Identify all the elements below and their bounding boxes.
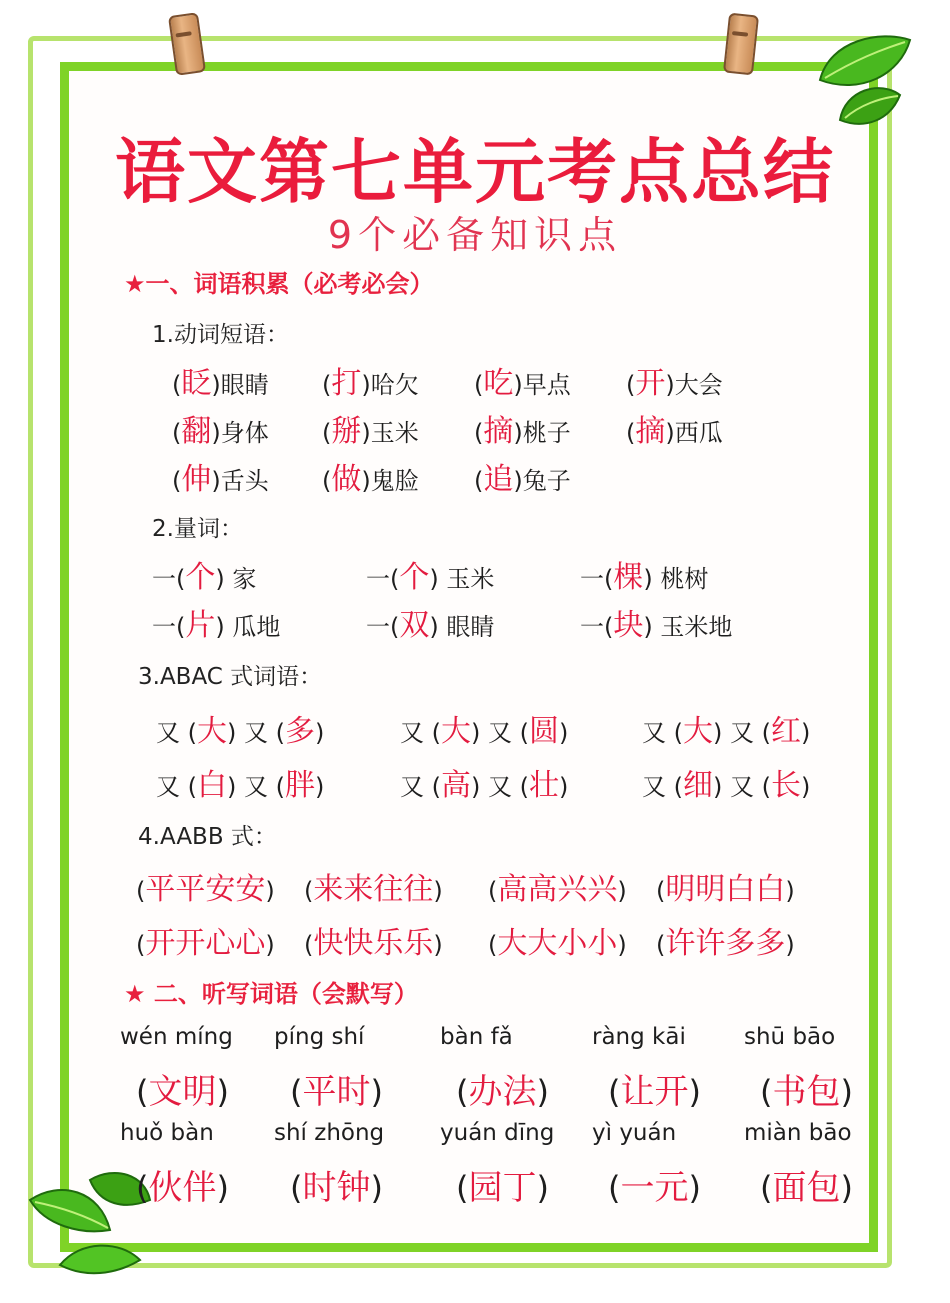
page-subtitle: 9个必备知识点 <box>327 213 623 257</box>
paren: ( <box>136 1169 149 1207</box>
paren: ) <box>211 371 221 399</box>
paren: ( <box>760 1073 773 1111</box>
paren: ( <box>608 1073 621 1111</box>
abac-item <box>156 706 324 750</box>
word-text: 瓜地 <box>232 613 281 641</box>
answer-text: 打 <box>331 366 362 401</box>
answer-text: 多 <box>284 714 315 749</box>
paren: ) <box>370 1073 383 1111</box>
paren: ) <box>370 1169 383 1207</box>
aabb-item <box>656 918 795 962</box>
dictation-answer <box>290 1064 383 1113</box>
answer-text: 壮 <box>528 768 559 803</box>
paren: ) <box>215 613 233 641</box>
paren: ( <box>608 1169 621 1207</box>
dictation-answer <box>290 1160 383 1209</box>
answer-text: 高 <box>441 768 471 803</box>
paren: ) <box>558 719 569 747</box>
paren: ) <box>361 467 371 495</box>
answer-text: 块 <box>613 608 644 643</box>
pinyin-text: ràng kāi <box>592 1024 686 1050</box>
measure-word-item <box>580 600 732 644</box>
word-text: 桃子 <box>522 419 571 447</box>
pinyin-text: miàn bāo <box>744 1120 852 1146</box>
answer-text: 伸 <box>181 462 212 497</box>
paren: ( <box>488 931 498 959</box>
word-text: 身体 <box>220 419 269 447</box>
connector-text: 又 ( <box>400 773 441 801</box>
answer-text: 个 <box>185 560 216 595</box>
measure-word-item <box>152 600 280 644</box>
answer-text: 平时 <box>302 1072 371 1112</box>
connector-text: ) 又 ( <box>227 773 285 801</box>
connector-text: ) 又 ( <box>227 719 285 747</box>
word-text: 舌头 <box>220 467 269 495</box>
pinyin-text: yuán dīng <box>440 1120 555 1146</box>
connector-text: 又 ( <box>642 773 683 801</box>
paren: ) <box>211 419 221 447</box>
word-text: 桃树 <box>660 565 709 593</box>
pinyin-text: huǒ bàn <box>120 1120 214 1146</box>
part3-label: 3.ABAC 式词语： <box>138 664 323 690</box>
prefix-text: 一( <box>152 613 186 641</box>
answer-text: 圆 <box>528 714 559 749</box>
word-text: 眼睛 <box>220 371 269 399</box>
answer-text: 大 <box>197 714 227 749</box>
answer-text: 追 <box>483 462 514 497</box>
answer-text: 园丁 <box>468 1168 537 1208</box>
aabb-item <box>488 864 627 908</box>
word-text: 兔子 <box>522 467 571 495</box>
answer-text: 来来往往 <box>313 872 434 907</box>
word-text: 家 <box>232 565 257 593</box>
paren: ( <box>304 877 314 905</box>
paren: ) <box>665 419 675 447</box>
paren: ) <box>314 773 325 801</box>
paren: ( <box>456 1073 469 1111</box>
verb-phrase-item <box>172 406 269 450</box>
word-text: 玉米地 <box>660 613 733 641</box>
paren: ( <box>322 419 332 447</box>
part2-label: 2.量词： <box>152 516 243 542</box>
verb-phrase-item <box>322 358 419 402</box>
prefix-text: 一( <box>366 565 400 593</box>
paren: ) <box>314 719 325 747</box>
answer-text: 伙伴 <box>148 1168 217 1208</box>
paren: ( <box>322 371 332 399</box>
paren: ) <box>840 1169 853 1207</box>
verb-phrase-item <box>626 406 723 450</box>
answer-text: 吃 <box>483 366 514 401</box>
answer-text: 开开心心 <box>145 926 266 961</box>
answer-text: 大 <box>683 714 713 749</box>
answer-text: 明明白白 <box>665 872 786 907</box>
section1-heading: ★一、词语积累（必考必会） <box>124 270 434 298</box>
right-clip-icon <box>723 13 759 76</box>
answer-text: 眨 <box>181 366 212 401</box>
pinyin-text: yì yuán <box>592 1120 677 1146</box>
paren: ) <box>216 1169 229 1207</box>
paren: ) <box>361 371 371 399</box>
answer-text: 开 <box>635 366 666 401</box>
abac-item <box>156 760 324 804</box>
paren: ) <box>558 773 569 801</box>
word-text: 哈欠 <box>370 371 419 399</box>
answer-text: 双 <box>399 608 430 643</box>
pinyin-text: wén míng <box>120 1024 233 1050</box>
answer-text: 长 <box>770 768 801 803</box>
aabb-item <box>304 918 443 962</box>
paren: ) <box>513 371 523 399</box>
paren: ( <box>474 467 484 495</box>
answer-text: 办法 <box>468 1072 537 1112</box>
aabb-item <box>136 864 275 908</box>
section2-heading: ★ 二、听写词语（会默写） <box>124 980 418 1008</box>
abac-item <box>642 760 810 804</box>
paren: ) <box>536 1169 549 1207</box>
paren: ( <box>626 371 636 399</box>
word-text: 西瓜 <box>674 419 723 447</box>
paren: ( <box>656 931 666 959</box>
answer-text: 面包 <box>772 1168 841 1208</box>
pinyin-text: píng shí <box>274 1024 365 1050</box>
answer-text: 时钟 <box>302 1168 371 1208</box>
paren: ( <box>136 1073 149 1111</box>
word-text: 玉米 <box>370 419 419 447</box>
paren: ( <box>488 877 498 905</box>
connector-text: ) 又 ( <box>471 773 529 801</box>
paren: ) <box>265 877 275 905</box>
paren: ( <box>304 931 314 959</box>
answer-text: 棵 <box>613 560 644 595</box>
answer-text: 书包 <box>772 1072 841 1112</box>
verb-phrase-item <box>626 358 723 402</box>
answer-text: 一元 <box>620 1168 689 1208</box>
answer-text: 高高兴兴 <box>497 872 618 907</box>
word-text: 玉米 <box>446 565 495 593</box>
connector-text: 又 ( <box>156 719 197 747</box>
abac-item <box>400 760 568 804</box>
connector-text: ) 又 ( <box>471 719 529 747</box>
paren: ( <box>656 877 666 905</box>
aabb-item <box>656 864 795 908</box>
paren: ( <box>136 877 146 905</box>
dictation-answer <box>456 1064 549 1113</box>
verb-phrase-item <box>322 406 419 450</box>
paren: ( <box>474 371 484 399</box>
paren: ) <box>688 1169 701 1207</box>
paren: ( <box>626 419 636 447</box>
answer-text: 胖 <box>284 768 315 803</box>
paren: ) <box>785 877 795 905</box>
abac-item <box>642 706 810 750</box>
paren: ) <box>513 419 523 447</box>
dictation-answer <box>136 1064 229 1113</box>
paren: ) <box>643 565 661 593</box>
paren: ( <box>474 419 484 447</box>
paren: ) <box>361 419 371 447</box>
verb-phrase-item <box>474 454 571 498</box>
prefix-text: 一( <box>152 565 186 593</box>
paren: ) <box>211 467 221 495</box>
paren: ( <box>290 1073 303 1111</box>
answer-text: 细 <box>683 768 713 803</box>
paren: ) <box>800 719 811 747</box>
paren: ( <box>290 1169 303 1207</box>
answer-text: 文明 <box>148 1072 217 1112</box>
answer-text: 许许多多 <box>665 926 786 961</box>
paren: ( <box>760 1169 773 1207</box>
paren: ) <box>665 371 675 399</box>
pinyin-text: shí zhōng <box>274 1120 385 1146</box>
verb-phrase-item <box>474 406 571 450</box>
connector-text: 又 ( <box>156 773 197 801</box>
connector-text: 又 ( <box>642 719 683 747</box>
word-text: 早点 <box>522 371 571 399</box>
verb-phrase-item <box>172 454 269 498</box>
paren: ( <box>136 931 146 959</box>
answer-text: 快快乐乐 <box>313 926 434 961</box>
verb-phrase-item <box>474 358 571 402</box>
aabb-item <box>488 918 627 962</box>
paren: ) <box>617 877 627 905</box>
answer-text: 个 <box>399 560 430 595</box>
paren: ) <box>429 613 447 641</box>
word-text: 眼睛 <box>446 613 495 641</box>
prefix-text: 一( <box>580 613 614 641</box>
pinyin-text: bàn fǎ <box>440 1024 513 1050</box>
measure-word-item <box>580 552 708 596</box>
paren: ) <box>617 931 627 959</box>
answer-text: 做 <box>331 462 362 497</box>
aabb-item <box>304 864 443 908</box>
answer-text: 平平安安 <box>145 872 266 907</box>
word-text: 鬼脸 <box>370 467 419 495</box>
paren: ) <box>433 877 443 905</box>
paren: ( <box>172 371 182 399</box>
answer-text: 摘 <box>635 414 666 449</box>
word-text: 大会 <box>674 371 723 399</box>
answer-text: 翻 <box>181 414 212 449</box>
part4-label: 4.AABB 式： <box>138 824 277 850</box>
dictation-answer <box>608 1160 701 1209</box>
answer-text: 让开 <box>620 1072 689 1112</box>
answer-text: 大大小小 <box>497 926 618 961</box>
answer-text: 摘 <box>483 414 514 449</box>
verb-phrase-item <box>322 454 419 498</box>
verb-phrase-item <box>172 358 269 402</box>
paren: ( <box>172 419 182 447</box>
paren: ) <box>800 773 811 801</box>
paren: ) <box>536 1073 549 1111</box>
paren: ) <box>216 1073 229 1111</box>
paren: ) <box>433 931 443 959</box>
measure-word-item <box>152 552 256 596</box>
paren: ( <box>322 467 332 495</box>
paren: ) <box>429 565 447 593</box>
connector-text: 又 ( <box>400 719 441 747</box>
prefix-text: 一( <box>580 565 614 593</box>
paren: ) <box>215 565 233 593</box>
answer-text: 红 <box>770 714 801 749</box>
part1-label: 1.动词短语： <box>152 322 289 348</box>
answer-text: 白 <box>197 768 227 803</box>
paren: ) <box>688 1073 701 1111</box>
dictation-answer <box>608 1064 701 1113</box>
paren: ) <box>785 931 795 959</box>
paren: ) <box>265 931 275 959</box>
paren: ) <box>513 467 523 495</box>
aabb-item <box>136 918 275 962</box>
paren: ( <box>456 1169 469 1207</box>
connector-text: ) 又 ( <box>713 719 771 747</box>
abac-item <box>400 706 568 750</box>
answer-text: 片 <box>185 608 216 643</box>
dictation-answer <box>760 1160 853 1209</box>
page-title: 语文第七单元考点总结 <box>115 131 835 213</box>
pinyin-text: shū bāo <box>744 1024 836 1050</box>
dictation-answer <box>456 1160 549 1209</box>
dictation-answer <box>136 1160 229 1209</box>
paren: ) <box>840 1073 853 1111</box>
prefix-text: 一( <box>366 613 400 641</box>
measure-word-item <box>366 600 494 644</box>
paren: ( <box>172 467 182 495</box>
paren: ) <box>643 613 661 641</box>
dictation-answer <box>760 1064 853 1113</box>
measure-word-item <box>366 552 494 596</box>
connector-text: ) 又 ( <box>713 773 771 801</box>
answer-text: 大 <box>441 714 471 749</box>
answer-text: 掰 <box>331 414 362 449</box>
